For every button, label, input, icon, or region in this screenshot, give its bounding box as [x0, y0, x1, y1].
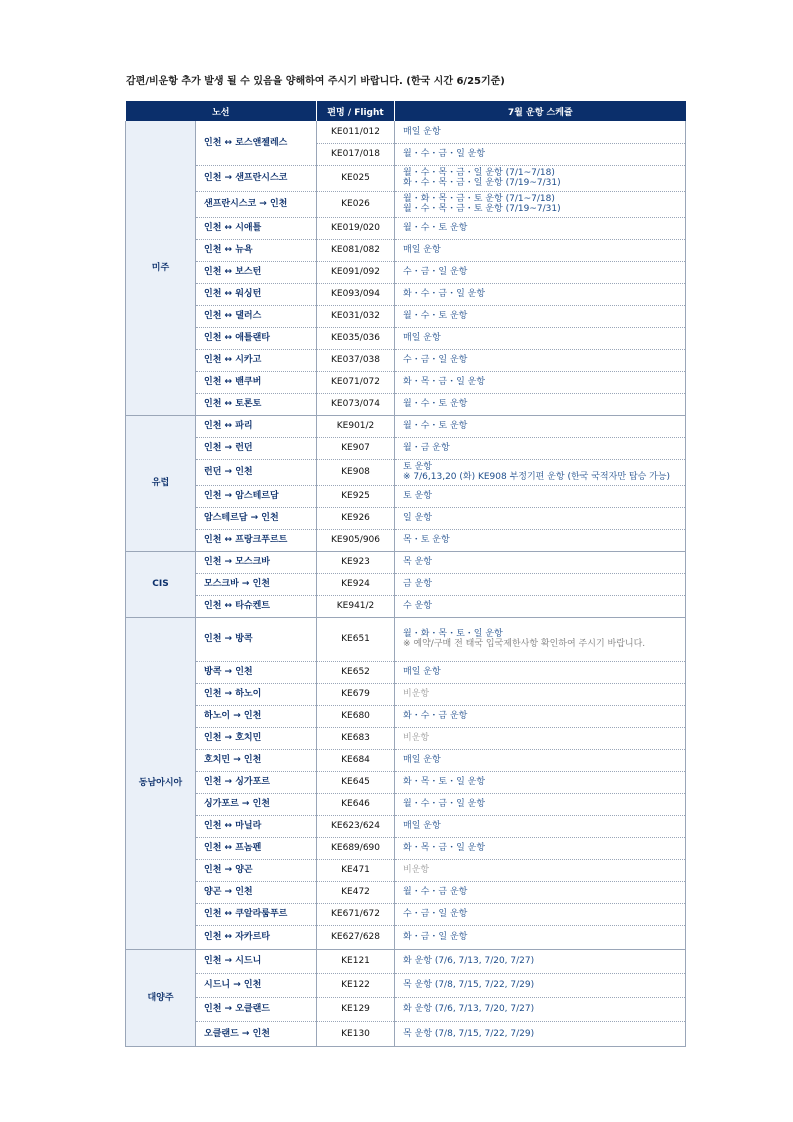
flight-cell: KE025 — [317, 165, 395, 191]
table-row — [126, 239, 686, 261]
region-cell: 미주 — [126, 121, 196, 415]
notice-text: 감편/비운항 추가 발생 될 수 있음을 양해하여 주시기 바랍니다. (한국 시간 6/25기준) — [126, 76, 505, 87]
flight-cell: KE926 — [317, 507, 395, 529]
route-cell: 하노이 → 인천 — [196, 705, 317, 727]
schedule-cell — [395, 837, 686, 859]
schedule-line: 목 운항 (7/8, 7/15, 7/22, 7/29) — [403, 980, 535, 990]
flight-cell: KE130 — [317, 1021, 395, 1046]
route-cell: 인천 ↔ 마닐라 — [196, 815, 317, 837]
table-row — [126, 661, 686, 683]
schedule-cell — [395, 191, 686, 217]
table-row — [126, 485, 686, 507]
table-row — [126, 617, 686, 661]
schedule-line: 매일 운항 — [403, 333, 441, 343]
flight-cell: KE011/012 — [317, 121, 395, 143]
schedule-line: 매일 운항 — [403, 821, 441, 831]
route-cell: 인천 → 시드니 — [196, 949, 317, 973]
table-row — [126, 837, 686, 859]
schedule-line: 월・수・금・일 운항 — [403, 149, 486, 159]
flight-cell: KE924 — [317, 573, 395, 595]
flight-cell: KE623/624 — [317, 815, 395, 837]
route-cell: 방콕 → 인천 — [196, 661, 317, 683]
schedule-cell — [395, 925, 686, 949]
route-cell: 인천 → 양곤 — [196, 859, 317, 881]
schedule-line: 화・수・금 운항 — [403, 711, 468, 721]
schedule-cell — [395, 573, 686, 595]
table-row — [126, 881, 686, 903]
table-row — [126, 507, 686, 529]
table-row — [126, 573, 686, 595]
table-row — [126, 121, 686, 143]
region-cell: 대양주 — [126, 949, 196, 1046]
flight-cell: KE652 — [317, 661, 395, 683]
route-cell: 인천 ↔ 워싱턴 — [196, 283, 317, 305]
schedule-line: 월・수・목・금・일 운항 (7/1~7/18) — [403, 168, 555, 178]
schedule-line: 비운항 — [403, 733, 430, 743]
flight-cell: KE129 — [317, 997, 395, 1021]
schedule-line: ※ 예약/구매 전 태국 입국제한사항 확인하여 주시기 바랍니다. — [403, 639, 646, 649]
route-cell: 인천 → 런던 — [196, 437, 317, 459]
schedule-cell — [395, 143, 686, 165]
table-row — [126, 371, 686, 393]
route-cell: 인천 → 호치민 — [196, 727, 317, 749]
schedule-line: 목 운항 — [403, 557, 432, 567]
schedule-line: 월・수・금 운항 — [403, 887, 468, 897]
schedule-cell — [395, 1021, 686, 1046]
flight-cell: KE121 — [317, 949, 395, 973]
flight-cell: KE901/2 — [317, 415, 395, 437]
schedule-line: 월・수・토 운항 — [403, 311, 468, 321]
flight-cell: KE907 — [317, 437, 395, 459]
flight-cell: KE683 — [317, 727, 395, 749]
schedule-line: 월・수・금・일 운항 — [403, 799, 486, 809]
route-cell: 암스테르담 → 인천 — [196, 507, 317, 529]
table-row — [126, 529, 686, 551]
route-cell: 인천 ↔ 프랑크푸르트 — [196, 529, 317, 551]
schedule-cell — [395, 859, 686, 881]
schedule-cell — [395, 415, 686, 437]
flight-cell: KE941/2 — [317, 595, 395, 617]
flight-cell: KE073/074 — [317, 393, 395, 415]
route-cell: 인천 → 오클랜드 — [196, 997, 317, 1021]
route-cell: 시드니 → 인천 — [196, 973, 317, 997]
schedule-cell — [395, 973, 686, 997]
schedule-line: 화 운항 (7/6, 7/13, 7/20, 7/27) — [403, 956, 535, 966]
flight-cell: KE645 — [317, 771, 395, 793]
route-cell: 인천 → 암스테르담 — [196, 485, 317, 507]
schedule-cell — [395, 661, 686, 683]
flight-cell: KE081/082 — [317, 239, 395, 261]
schedule-line: 월・화・목・토・일 운항 — [403, 629, 503, 639]
flight-cell: KE472 — [317, 881, 395, 903]
route-cell: 인천 → 모스크바 — [196, 551, 317, 573]
schedule-line: 화 운항 (7/6, 7/13, 7/20, 7/27) — [403, 1004, 535, 1014]
flight-cell: KE035/036 — [317, 327, 395, 349]
region-cell: CIS — [126, 551, 196, 617]
route-cell: 인천 ↔ 로스앤젤레스 — [196, 121, 317, 165]
flight-cell: KE019/020 — [317, 217, 395, 239]
table-row — [126, 261, 686, 283]
schedule-cell — [395, 507, 686, 529]
table-row — [126, 217, 686, 239]
table-row — [126, 1021, 686, 1046]
schedule-cell — [395, 903, 686, 925]
table-row — [126, 705, 686, 727]
schedule-cell — [395, 217, 686, 239]
flight-cell: KE923 — [317, 551, 395, 573]
table-row — [126, 859, 686, 881]
table-row — [126, 349, 686, 371]
table-row — [126, 165, 686, 191]
route-cell: 인천 ↔ 프놈펜 — [196, 837, 317, 859]
schedule-cell — [395, 949, 686, 973]
flight-cell: KE071/072 — [317, 371, 395, 393]
flight-cell: KE680 — [317, 705, 395, 727]
route-cell: 모스크바 → 인천 — [196, 573, 317, 595]
schedule-cell — [395, 793, 686, 815]
schedule-line: 화・수・금・일 운항 — [403, 289, 486, 299]
flight-cell: KE093/094 — [317, 283, 395, 305]
table-row — [126, 973, 686, 997]
schedule-cell — [395, 815, 686, 837]
route-cell: 인천 ↔ 밴쿠버 — [196, 371, 317, 393]
header-route: 노선 — [126, 101, 317, 121]
schedule-cell — [395, 617, 686, 661]
schedule-line: 수・금・일 운항 — [403, 267, 468, 277]
schedule-line: 수・금・일 운항 — [403, 355, 468, 365]
table-row — [126, 749, 686, 771]
schedule-cell — [395, 437, 686, 459]
schedule-cell — [395, 551, 686, 573]
table-row — [126, 683, 686, 705]
table-body — [126, 121, 686, 1046]
route-cell: 인천 ↔ 파리 — [196, 415, 317, 437]
flight-cell: KE017/018 — [317, 143, 395, 165]
schedule-line: 화・수・목・금・일 운항 (7/19~7/31) — [403, 178, 561, 188]
header-flight: 편명 / Flight — [317, 101, 395, 121]
schedule-line: 월・수・토 운항 — [403, 421, 468, 431]
schedule-cell — [395, 239, 686, 261]
schedule-cell — [395, 997, 686, 1021]
route-cell: 오클랜드 → 인천 — [196, 1021, 317, 1046]
schedule-cell — [395, 459, 686, 485]
schedule-cell — [395, 881, 686, 903]
flight-cell: KE651 — [317, 617, 395, 661]
schedule-cell — [395, 261, 686, 283]
schedule-cell — [395, 595, 686, 617]
flight-cell: KE684 — [317, 749, 395, 771]
schedule-cell — [395, 727, 686, 749]
flight-cell: KE671/672 — [317, 903, 395, 925]
region-cell: 유럽 — [126, 415, 196, 551]
table-row — [126, 997, 686, 1021]
schedule-line: 토 운항 — [403, 462, 432, 472]
header-schedule: 7월 운항 스케쥴 — [395, 101, 686, 121]
schedule-line: 월・수・토 운항 — [403, 399, 468, 409]
flight-cell: KE905/906 — [317, 529, 395, 551]
schedule-cell — [395, 485, 686, 507]
schedule-cell — [395, 529, 686, 551]
schedule-cell — [395, 121, 686, 143]
flight-cell: KE031/032 — [317, 305, 395, 327]
route-cell: 인천 ↔ 시카고 — [196, 349, 317, 371]
schedule-cell — [395, 371, 686, 393]
schedule-line: 매일 운항 — [403, 755, 441, 765]
route-cell: 호치민 → 인천 — [196, 749, 317, 771]
flight-cell: KE646 — [317, 793, 395, 815]
schedule-line: 금 운항 — [403, 579, 432, 589]
table-row — [126, 459, 686, 485]
route-cell: 인천 ↔ 시애틀 — [196, 217, 317, 239]
table-row — [126, 949, 686, 973]
table-row — [126, 393, 686, 415]
flight-cell: KE627/628 — [317, 925, 395, 949]
schedule-line: 토 운항 — [403, 491, 432, 501]
route-cell: 인천 ↔ 댈러스 — [196, 305, 317, 327]
schedule-line: 월・수・목・금・토 운항 (7/19~7/31) — [403, 204, 561, 214]
schedule-line: 목・토 운항 — [403, 535, 450, 545]
schedule-line: 비운항 — [403, 689, 430, 699]
schedule-line: 매일 운항 — [403, 667, 441, 677]
route-cell: 인천 ↔ 보스턴 — [196, 261, 317, 283]
route-cell: 샌프란시스코 → 인천 — [196, 191, 317, 217]
schedule-line: 수 운항 — [403, 601, 432, 611]
flight-cell: KE091/092 — [317, 261, 395, 283]
table-row — [126, 595, 686, 617]
flight-cell: KE908 — [317, 459, 395, 485]
route-cell: 인천 ↔ 쿠알라룸푸르 — [196, 903, 317, 925]
schedule-cell — [395, 165, 686, 191]
route-cell: 인천 ↔ 뉴욕 — [196, 239, 317, 261]
schedule-line: 매일 운항 — [403, 245, 441, 255]
route-cell: 런던 → 인천 — [196, 459, 317, 485]
route-cell: 인천 ↔ 자카르타 — [196, 925, 317, 949]
table-row — [126, 191, 686, 217]
schedule-line: 수・금・일 운항 — [403, 909, 468, 919]
table-row — [126, 327, 686, 349]
table-row — [126, 903, 686, 925]
table-row — [126, 415, 686, 437]
schedule-cell — [395, 305, 686, 327]
schedule-cell — [395, 771, 686, 793]
schedule-line: 비운항 — [403, 865, 430, 875]
schedule-line: 일 운항 — [403, 513, 432, 523]
route-cell: 인천 ↔ 애틀랜타 — [196, 327, 317, 349]
schedule-cell — [395, 749, 686, 771]
route-cell: 양곤 → 인천 — [196, 881, 317, 903]
schedule-line: 매일 운항 — [403, 126, 441, 137]
flight-cell: KE471 — [317, 859, 395, 881]
flight-cell: KE122 — [317, 973, 395, 997]
table-row — [126, 793, 686, 815]
schedule-cell — [395, 393, 686, 415]
table-row — [126, 727, 686, 749]
schedule-line: 화・금・일 운항 — [403, 932, 468, 942]
table-row — [126, 925, 686, 949]
route-cell: 인천 → 하노이 — [196, 683, 317, 705]
route-cell: 인천 → 싱가포르 — [196, 771, 317, 793]
table-row — [126, 551, 686, 573]
schedule-line: 월・수・토 운항 — [403, 223, 468, 233]
flight-cell: KE037/038 — [317, 349, 395, 371]
flight-cell: KE679 — [317, 683, 395, 705]
route-cell: 인천 ↔ 토론토 — [196, 393, 317, 415]
table-header-row — [126, 101, 686, 121]
table-row — [126, 305, 686, 327]
route-cell: 인천 → 방콕 — [196, 617, 317, 661]
schedule-line: ※ 7/6,13,20 (화) KE908 부정기편 운항 (한국 국적자만 탑승 가능) — [403, 472, 671, 482]
table-row — [126, 771, 686, 793]
schedule-line: 월・화・목・금・토 운항 (7/1~7/18) — [403, 194, 555, 204]
schedule-line: 화・목・금・일 운항 — [403, 377, 486, 387]
flight-cell: KE925 — [317, 485, 395, 507]
table-row — [126, 815, 686, 837]
route-cell: 인천 ↔ 타슈켄트 — [196, 595, 317, 617]
flight-cell: KE026 — [317, 191, 395, 217]
schedule-line: 화・목・토・일 운항 — [403, 777, 486, 787]
table-row — [126, 437, 686, 459]
schedule-table — [125, 101, 686, 1047]
flight-cell: KE689/690 — [317, 837, 395, 859]
route-cell: 싱가포르 → 인천 — [196, 793, 317, 815]
schedule-line: 월・금 운항 — [403, 443, 450, 453]
schedule-cell — [395, 349, 686, 371]
schedule-line: 화・목・금・일 운항 — [403, 843, 486, 853]
region-cell: 동남아시아 — [126, 617, 196, 949]
schedule-cell — [395, 283, 686, 305]
schedule-cell — [395, 683, 686, 705]
schedule-line: 목 운항 (7/8, 7/15, 7/22, 7/29) — [403, 1028, 535, 1039]
table-row — [126, 283, 686, 305]
schedule-cell — [395, 327, 686, 349]
route-cell: 인천 → 샌프란시스코 — [196, 165, 317, 191]
schedule-cell — [395, 705, 686, 727]
